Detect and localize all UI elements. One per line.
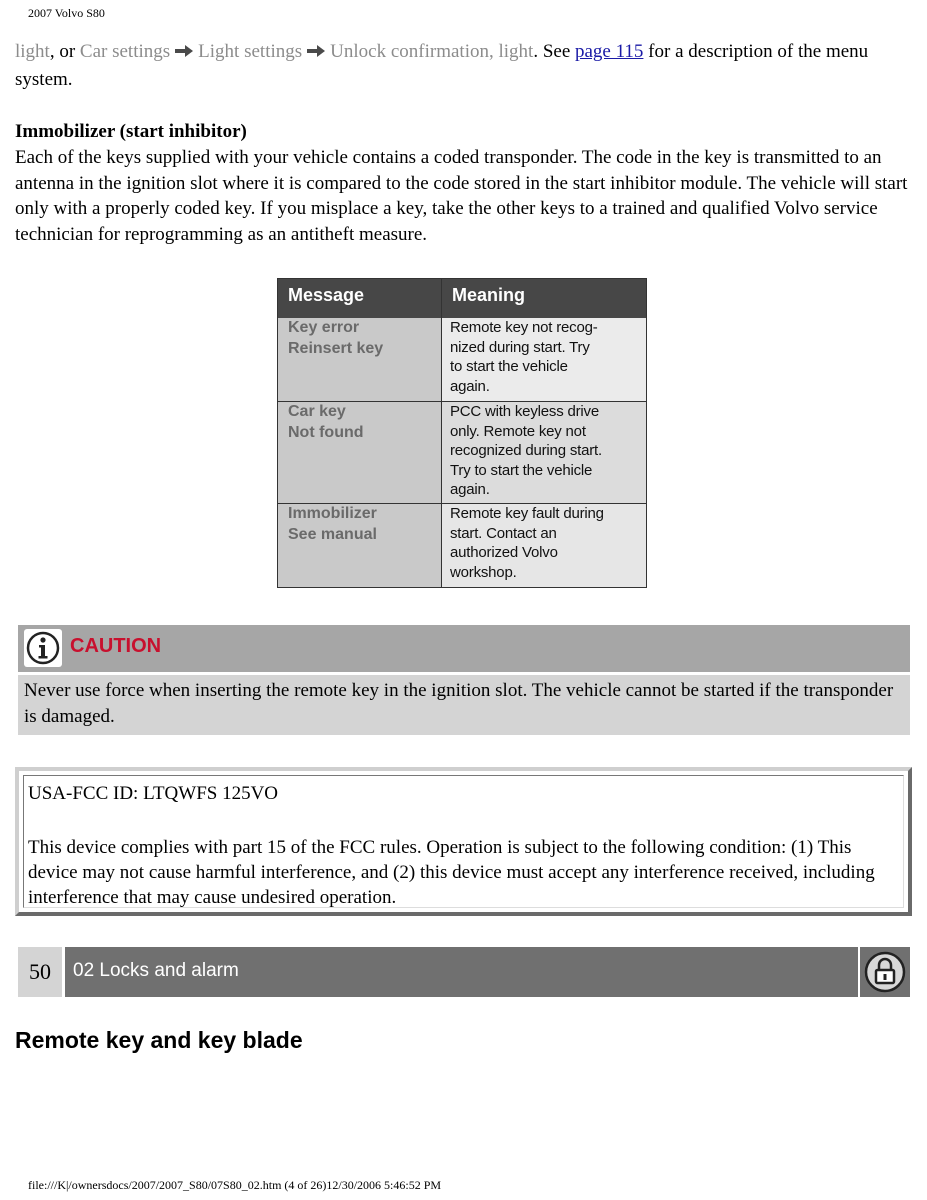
section-footer-bar bbox=[18, 947, 910, 997]
message-cell: Car key Not found bbox=[278, 402, 442, 503]
table-row bbox=[278, 401, 646, 503]
caution-title: CAUTION bbox=[70, 635, 162, 657]
section-title: 02 Locks and alarm bbox=[65, 947, 858, 997]
page-115-link[interactable]: page 115 bbox=[575, 41, 644, 62]
header-meaning: Meaning bbox=[452, 285, 526, 305]
immobilizer-heading: Immobilizer (start inhibitor) bbox=[15, 121, 247, 142]
arrow-right-icon bbox=[306, 44, 326, 58]
fcc-id: USA-FCC ID: LTQWFS 125VO bbox=[28, 783, 279, 804]
page-number: 50 bbox=[18, 947, 62, 997]
caution-body: Never use force when inserting the remote key in the ignition slot. The vehicle cannot be started if the transponder is damaged. bbox=[18, 675, 910, 735]
lock-icon bbox=[860, 947, 910, 997]
message-cell: Key error Reinsert key bbox=[278, 318, 442, 401]
table-row bbox=[278, 503, 646, 587]
menu-path-unlock-confirmation: Unlock confirmation, light bbox=[330, 41, 534, 62]
menu-path-light-settings: Light settings bbox=[198, 41, 303, 62]
message-cell: Immobilizer See manual bbox=[278, 504, 442, 587]
document-header: 2007 Volvo S80 bbox=[28, 6, 105, 20]
menu-path-light: light bbox=[15, 41, 50, 62]
menu-path-car-settings: Car settings bbox=[79, 41, 171, 62]
next-section-heading: Remote key and key blade bbox=[15, 1027, 303, 1053]
immobilizer-body: Each of the keys supplied with your vehicle contains a coded transponder. The code in the key is transmitted to an antenna in the ignition slot where it is compared to the code stored in the start inhibitor module. The vehicle will start only with a properly coded key. If you misplace a key, take the other keys to a trained and qualified Volvo service technician for reprogramming as an antitheft measure. bbox=[15, 147, 908, 245]
info-icon bbox=[24, 629, 62, 667]
file-url: file:///K|/ownersdocs/2007/2007_S80/07S80_02.htm (4 of 26)12/30/2006 5:46:52 PM bbox=[28, 1178, 442, 1192]
arrow-right-icon bbox=[174, 44, 194, 58]
meaning-cell: Remote key fault during start. Contact an authorized Volvo workshop. bbox=[442, 504, 646, 587]
meaning-cell: Remote key not recog- nized during start. Try to start the vehicle again. bbox=[442, 318, 646, 401]
meaning-cell: PCC with keyless drive only. Remote key not recognized during start. Try to start the vehicle again. bbox=[442, 402, 646, 503]
table-row bbox=[278, 318, 646, 401]
fcc-text: This device complies with part 15 of the FCC rules. Operation is subject to the following condition: (1) This device may not cause harmful interference, and (2) this device must accept any interference received, including interference that may cause undesired operation. bbox=[28, 837, 875, 908]
caution-header bbox=[18, 625, 910, 672]
intro-paragraph: light, or Car settings Light settings Unlock confirmation, light. See page 115 for a description of the menu system. bbox=[15, 41, 869, 90]
header-message: Message bbox=[278, 279, 442, 318]
fcc-notice-box bbox=[15, 767, 912, 916]
message-table bbox=[277, 278, 647, 588]
table-header-row bbox=[278, 279, 646, 318]
